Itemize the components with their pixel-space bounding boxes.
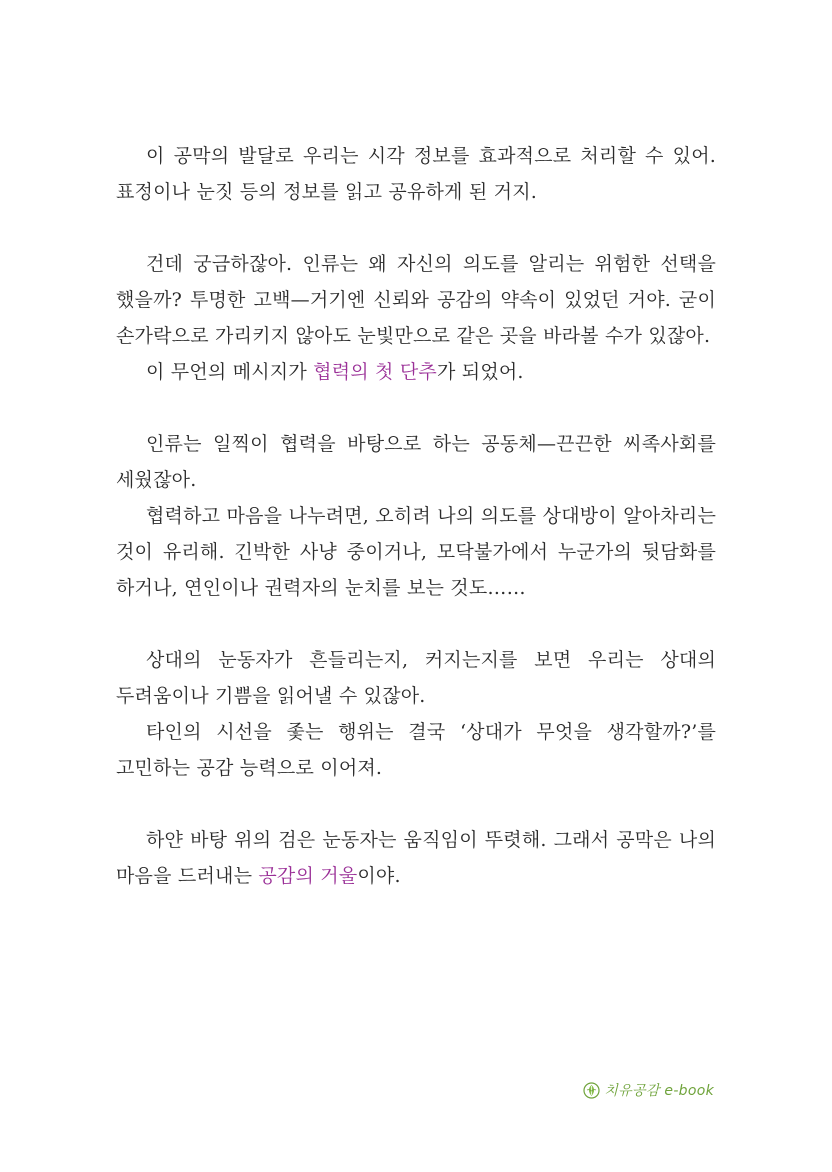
paragraph <box>116 642 716 714</box>
paragraph-text: 이 공막의 발달로 우리는 시각 정보를 효과적으로 처리할 수 있어. 표정이나 눈짓 등의 정보를 읽고 공유하게 된 거지. <box>116 145 716 203</box>
paragraph-text: 건데 궁금하잖아. 인류는 왜 자신의 의도를 알리는 위험한 선택을 했을까? 투명한 고백—거기엔 신뢰와 공감의 약속이 있었던 거야. 굳이 손가락으로 가리키지 않아도 눈빛만으로 같은 곳을 바라볼 수가 있잖아. <box>116 253 716 347</box>
paragraph-text: 가 되었어. <box>436 361 524 383</box>
paragraph <box>116 246 716 354</box>
brand-label: 치유공감 e-book <box>604 1083 714 1099</box>
paragraph <box>116 138 716 210</box>
highlighted-phrase: 협력의 첫 단추 <box>313 361 437 383</box>
paragraph-text: 이야. <box>357 865 401 887</box>
paragraph-text: 상대의 눈동자가 흔들리는지, 커지는지를 보면 우리는 상대의 두려움이나 기쁨을 읽어낼 수 있잖아. <box>116 649 716 707</box>
paragraph-text: 하얀 바탕 위의 검은 눈동자는 움직임이 뚜렷해. 그래서 공막은 나의 마음을 드러내는 <box>116 829 716 887</box>
paragraph <box>116 354 716 390</box>
paragraph <box>116 714 716 786</box>
paragraph <box>116 822 716 894</box>
leaf-logo-icon <box>583 1082 600 1099</box>
paragraph-text: 인류는 일찍이 협력을 바탕으로 하는 공동체—끈끈한 씨족사회를 세웠잖아. <box>116 433 716 491</box>
paragraph-text: 타인의 시선을 좇는 행위는 결국 ‘상대가 무엇을 생각할까?’를 고민하는 공감 능력으로 이어져. <box>116 721 716 779</box>
paragraph <box>116 426 716 498</box>
ebook-footer <box>583 1080 714 1100</box>
paragraph <box>116 498 716 606</box>
highlighted-phrase: 공감의 거울 <box>258 865 358 887</box>
paragraph-text: 이 무언의 메시지가 <box>146 361 314 383</box>
paragraph-text: 협력하고 마음을 나누려면, 오히려 나의 의도를 상대방이 알아차리는 것이 유리해. 긴박한 사냥 중이거나, 모닥불가에서 누군가의 뒷담화를 하거나, 연인이나 권력자의 눈치를 보는 것도…… <box>116 505 716 599</box>
body-text <box>116 138 716 894</box>
